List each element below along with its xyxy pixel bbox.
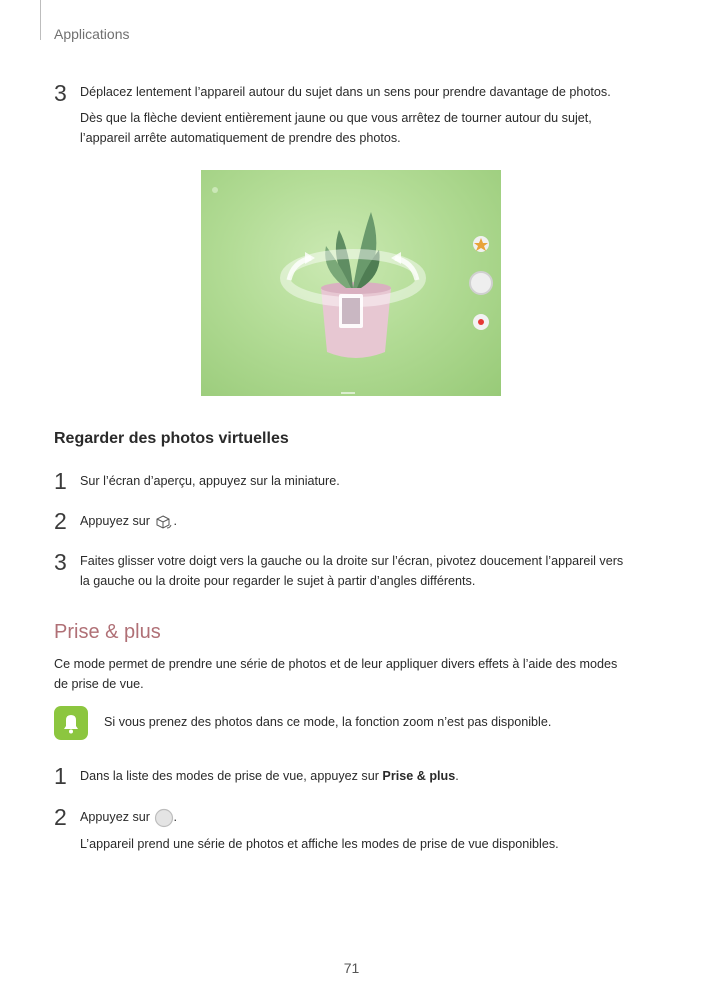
virtual-shot-icon [154, 513, 174, 531]
shutter-button-icon [154, 808, 174, 828]
step-text: Déplacez lentement l’appareil autour du sujet dans un sens pour prendre davantage de photos. [80, 85, 611, 99]
section-header: Applications [54, 26, 130, 42]
step-text: la gauche ou la droite pour regarder le sujet à partir d’angles différents. [80, 574, 476, 588]
step-text: Sur l’écran d’aperçu, appuyez sur la miniature. [80, 474, 340, 488]
step-number: 1 [54, 763, 67, 789]
section-heading: Regarder des photos virtuelles [54, 430, 289, 447]
page-number: 71 [343, 960, 360, 976]
step-detail: Dès que la flèche devient entièrement jaune ou que vous arrêtez de tourner autour du sujet, [80, 111, 592, 125]
shutter-icon [470, 272, 492, 294]
intro-text: Ce mode permet de prendre une série de photos et de leur appliquer divers effets à l’aide des modes [54, 657, 618, 671]
step-number: 3 [54, 549, 67, 575]
header-rule [40, 0, 41, 40]
mode-name: Prise & plus [382, 769, 456, 783]
step-number: 1 [54, 468, 67, 494]
step-detail: L’appareil prend une série de photos et affiche les modes de prise de vue disponibles. [80, 837, 559, 851]
step-detail: l’appareil arrête automatiquement de prendre des photos. [80, 131, 401, 145]
step-text: Appuyez sur . [80, 511, 177, 532]
step-text: Faites glisser votre doigt vers la gauche ou la droite sur l’écran, pivotez doucement l’appareil vers [80, 554, 624, 568]
step-number: 2 [54, 508, 67, 534]
note-text: Si vous prenez des photos dans ce mode, la fonction zoom n’est pas disponible. [104, 715, 552, 729]
step-text: Appuyez sur . [80, 807, 177, 828]
step-number: 2 [54, 804, 67, 830]
intro-text: de prise de vue. [54, 677, 144, 691]
note-bell-icon [54, 706, 88, 740]
step-text: Dans la liste des modes de prise de vue, appuyez sur Prise & plus. [80, 769, 459, 783]
screenshot-illustration [201, 170, 501, 396]
step-number: 3 [54, 80, 67, 106]
section-title: Prise & plus [54, 621, 161, 643]
